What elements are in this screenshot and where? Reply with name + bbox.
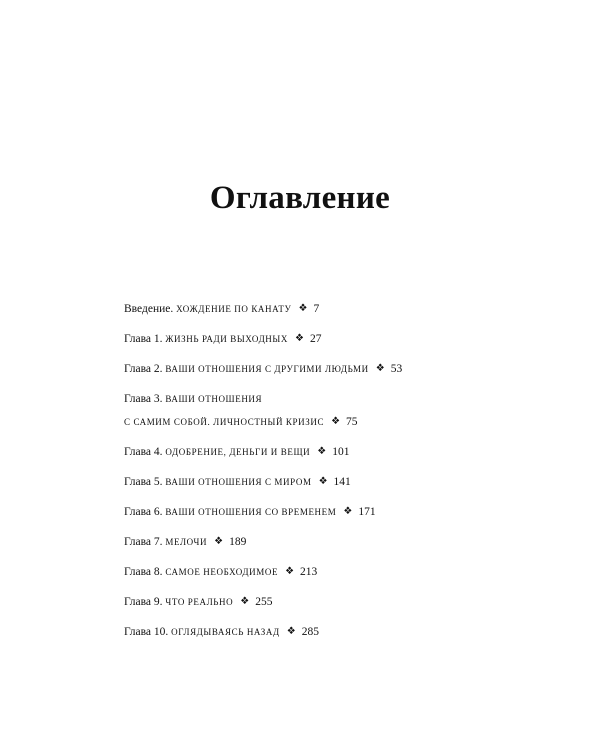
toc-entry-page-number: 75 (346, 416, 358, 428)
separator-ornament-icon: ❖ (343, 506, 353, 517)
toc-entry-title: ХОЖДЕНИЕ ПО КАНАТУ (176, 304, 292, 314)
page-title: Оглавление (209, 180, 391, 216)
toc-entry-prefix: Глава 7. (124, 536, 163, 548)
toc-entry-page-number: 27 (309, 333, 322, 345)
separator-ornament-icon: ❖ (317, 446, 327, 457)
toc-entry-title: САМОЕ НЕОБХОДИМОЕ (165, 567, 279, 577)
toc-entry-page-number: 189 (229, 536, 247, 548)
toc-entry-page-number: 101 (332, 446, 350, 458)
toc-entry-chapter-3[interactable] (124, 392, 564, 430)
toc-entry-chapter-10[interactable] (124, 625, 564, 640)
toc-entry-prefix: Глава 2. (124, 363, 163, 375)
toc-entry-introduction[interactable] (124, 302, 564, 317)
toc-entry-title: ВАШИ ОТНОШЕНИЯ С МИРОМ (165, 477, 312, 487)
toc-entry-title-continuation-line (124, 415, 564, 430)
separator-ornament-icon: ❖ (318, 476, 328, 487)
toc-entry-chapter-9[interactable] (124, 595, 564, 610)
toc-entry-title: ОГЛЯДЫВАЯСЬ НАЗАД (171, 627, 280, 637)
toc-entry-title-line2: С САМИМ СОБОЙ. ЛИЧНОСТНЫЙ КРИЗИС (124, 417, 325, 427)
toc-entry-chapter-6[interactable] (124, 505, 564, 520)
toc-entry-title: МЕЛОЧИ (165, 537, 208, 547)
separator-ornament-icon: ❖ (298, 303, 308, 314)
toc-entry-title: ВАШИ ОТНОШЕНИЯ СО ВРЕМЕНЕМ (165, 507, 337, 517)
toc-entry-prefix: Введение. (124, 303, 174, 315)
toc-entry-page-number: 141 (333, 476, 351, 488)
toc-entry-page-number: 255 (255, 596, 273, 608)
separator-ornament-icon: ❖ (240, 596, 250, 607)
separator-ornament-icon: ❖ (214, 536, 224, 547)
toc-entry-page-number: 7 (313, 303, 320, 315)
toc-entry-chapter-1[interactable] (124, 332, 564, 347)
toc-entry-chapter-7[interactable] (124, 535, 564, 550)
toc-entry-chapter-4[interactable] (124, 445, 564, 460)
separator-ornament-icon: ❖ (375, 363, 385, 374)
separator-ornament-icon: ❖ (285, 566, 295, 577)
toc-entry-prefix: Глава 4. (124, 446, 163, 458)
toc-entry-chapter-8[interactable] (124, 565, 564, 580)
toc-entry-title: ВАШИ ОТНОШЕНИЯ С ДРУГИМИ ЛЮДЬМИ (165, 364, 369, 374)
toc-entry-page-number: 213 (300, 566, 318, 578)
toc-entry-title: ЧТО РЕАЛЬНО (165, 597, 234, 607)
toc-entry-chapter-2[interactable] (124, 362, 564, 377)
toc-entry-prefix: Глава 5. (124, 476, 163, 488)
toc-entry-prefix: Глава 10. (124, 626, 169, 638)
toc-entry-title: ВАШИ ОТНОШЕНИЯ (165, 394, 263, 404)
table-of-contents (124, 302, 564, 655)
toc-entry-prefix: Глава 3. (124, 393, 163, 405)
toc-entry-page-number: 171 (358, 506, 376, 518)
toc-entry-prefix: Глава 1. (124, 333, 163, 345)
toc-entry-page-number: 53 (390, 363, 403, 375)
toc-entry-page-number: 285 (301, 626, 319, 638)
toc-entry-prefix: Глава 9. (124, 596, 163, 608)
toc-entry-prefix: Глава 6. (124, 506, 163, 518)
toc-entry-prefix: Глава 8. (124, 566, 163, 578)
separator-ornament-icon: ❖ (286, 626, 296, 637)
toc-entry-title: ОДОБРЕНИЕ, ДЕНЬГИ И ВЕЩИ (165, 447, 311, 457)
separator-ornament-icon: ❖ (331, 416, 341, 427)
separator-ornament-icon: ❖ (294, 333, 304, 344)
toc-entry-chapter-5[interactable] (124, 475, 564, 490)
toc-entry-title: ЖИЗНЬ РАДИ ВЫХОДНЫХ (165, 334, 288, 344)
